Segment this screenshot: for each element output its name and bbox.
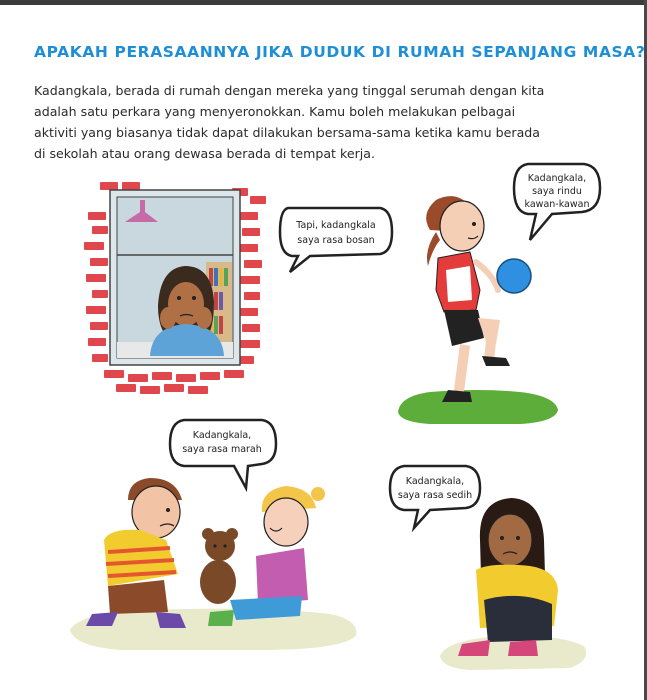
page-title: APAKAH PERASAANNYA JIKA DUDUK DI RUMAH SEPANJANG MASA? (34, 43, 646, 61)
speech-bubble-angry (170, 420, 276, 488)
sad-girl (458, 498, 558, 656)
paragraph-line: adalah satu perkara yang menyeronokkan. Kamu boleh melakukan pelbagai (34, 104, 516, 119)
football-girl (426, 196, 510, 402)
bubble-miss-friends-line-3: kawan-kawan (524, 199, 590, 210)
bubble-bored-line-2: saya rasa bosan (297, 235, 375, 246)
football (497, 259, 531, 293)
bubble-miss-friends-line-2: saya rindu (532, 186, 582, 197)
bubble-angry-line-2: saya rasa marah (182, 444, 262, 455)
bubble-sad-line-1: Kadangkala, (405, 476, 465, 487)
bubble-bored-line-1: Tapi, kadangkala (296, 220, 376, 231)
bubble-angry-line-1: Kadangkala, (192, 430, 252, 441)
teddy-bear (200, 528, 238, 604)
paragraph-line: aktiviti yang biasanya tidak dapat dilakukan bersama-sama ketika kamu berada (34, 125, 541, 140)
paragraph-line: di sekolah atau orang dewasa berada di tempat kerja. (34, 146, 375, 161)
grass-patch-top (398, 390, 558, 424)
bubble-miss-friends-line-1: Kadangkala, (527, 173, 587, 184)
paragraph-line: Kadangkala, berada di rumah dengan mereka yang tinggal serumah dengan kita (34, 83, 545, 98)
speech-bubble-sad (390, 466, 480, 528)
speech-bubble-miss-friends (514, 164, 600, 240)
boy-stripes (86, 478, 186, 628)
bubble-sad-line-2: saya rasa sedih (397, 490, 473, 501)
speech-bubble-bored (280, 208, 392, 272)
